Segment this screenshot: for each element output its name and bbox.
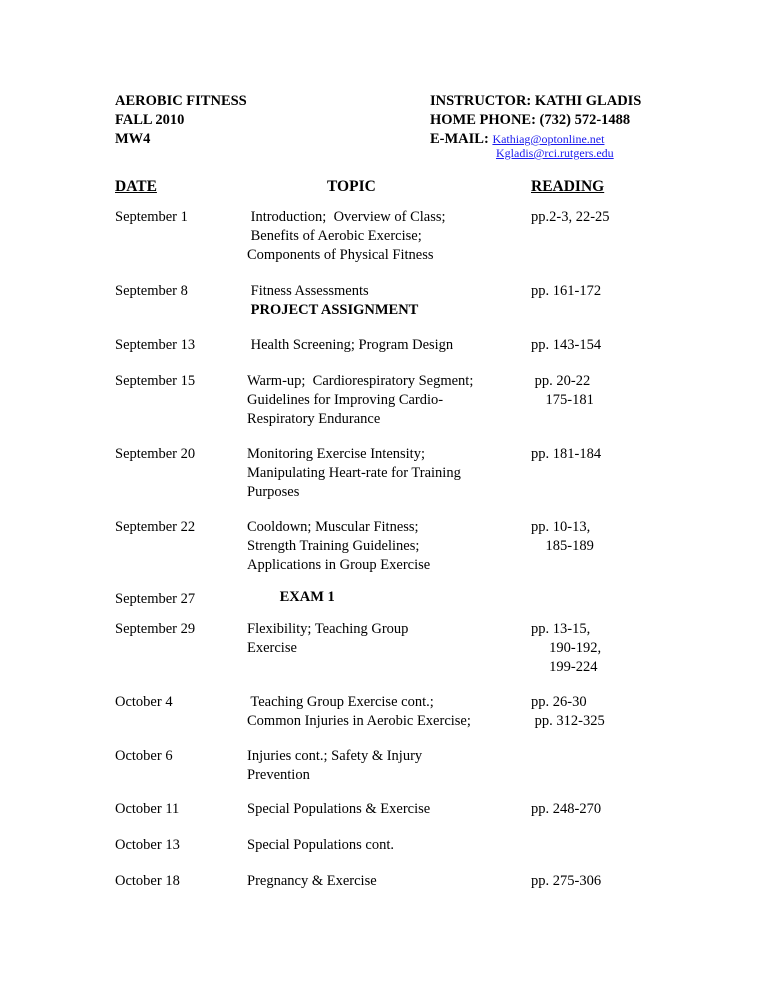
row-topic xyxy=(247,872,377,891)
reading-line: pp. 312-325 xyxy=(531,713,605,729)
topic-line: Special Populations cont. xyxy=(247,837,394,853)
row-reading xyxy=(531,872,601,891)
topic-line: Exercise xyxy=(247,640,297,656)
row-topic xyxy=(247,620,408,658)
course-term: FALL 2010 xyxy=(115,112,185,128)
row-reading xyxy=(531,282,601,301)
topic-line: Fitness Assessments xyxy=(247,283,369,299)
topic-line: Monitoring Exercise Intensity; xyxy=(247,446,425,462)
email-label: E-MAIL: xyxy=(430,131,489,147)
topic-line: Purposes xyxy=(247,484,300,500)
reading-line: 175-181 xyxy=(531,392,594,408)
email-link-2[interactable]: Kgladis@rci.rutgers.edu xyxy=(496,146,614,160)
home-phone: HOME PHONE: (732) 572-1488 xyxy=(430,112,631,128)
course-title: AEROBIC FITNESS xyxy=(115,93,247,109)
row-reading xyxy=(531,208,610,227)
row-date: September 1 xyxy=(115,209,188,225)
reading-line: pp.2-3, 22-25 xyxy=(531,209,610,225)
topic-line: Special Populations & Exercise xyxy=(247,801,431,817)
row-topic xyxy=(247,800,430,819)
topic-line: Warm-up; Cardiorespiratory Segment; xyxy=(247,373,474,389)
reading-line: pp. 13-15, xyxy=(531,621,591,637)
row-reading xyxy=(531,518,594,556)
reading-line: 185-189 xyxy=(531,538,594,554)
topic-line: Strength Training Guidelines; xyxy=(247,538,420,554)
topic-line: Benefits of Aerobic Exercise; xyxy=(247,228,422,244)
course-info xyxy=(115,92,247,149)
reading-line: pp. 248-270 xyxy=(531,801,602,817)
column-header-date: DATE xyxy=(115,178,157,195)
topic-line: Health Screening; Program Design xyxy=(247,337,454,353)
course-section: MW4 xyxy=(115,131,151,147)
email-link-1[interactable]: Kathiag@optonline.net xyxy=(492,132,605,146)
row-reading xyxy=(531,445,601,464)
row-reading xyxy=(531,693,605,731)
instructor-name: INSTRUCTOR: KATHI GLADIS xyxy=(430,93,642,109)
topic-line: Respiratory Endurance xyxy=(247,411,381,427)
reading-line: 199-224 xyxy=(531,659,598,675)
topic-line: Components of Physical Fitness xyxy=(247,247,434,263)
row-reading xyxy=(531,620,601,677)
row-date: September 20 xyxy=(115,446,196,462)
row-date: October 11 xyxy=(115,801,180,817)
topic-line: Injuries cont.; Safety & Injury xyxy=(247,748,423,764)
row-date: October 4 xyxy=(115,694,173,710)
row-date: September 15 xyxy=(115,373,196,389)
row-topic xyxy=(247,836,394,855)
reading-line: 190-192, xyxy=(531,640,602,656)
reading-line: pp. 143-154 xyxy=(531,337,602,353)
row-reading xyxy=(531,372,594,410)
row-date: October 18 xyxy=(115,873,180,889)
topic-line: PROJECT ASSIGNMENT xyxy=(247,302,419,318)
row-topic xyxy=(247,336,453,355)
row-topic xyxy=(247,518,430,575)
reading-line: pp. 10-13, xyxy=(531,519,591,535)
row-date: September 29 xyxy=(115,621,196,637)
topic-line: Cooldown; Muscular Fitness; xyxy=(247,519,419,535)
topic-line: Prevention xyxy=(247,767,310,783)
topic-line: Guidelines for Improving Cardio- xyxy=(247,392,444,408)
row-topic xyxy=(247,372,473,429)
topic-line: Pregnancy & Exercise xyxy=(247,873,377,889)
row-date: October 13 xyxy=(115,837,180,853)
row-topic xyxy=(247,693,471,731)
topic-line: Introduction; Overview of Class; xyxy=(247,209,446,225)
topic-line: Applications in Group Exercise xyxy=(247,557,431,573)
reading-line: pp. 181-184 xyxy=(531,446,602,462)
row-date: October 6 xyxy=(115,748,173,764)
row-date: September 27 xyxy=(115,591,196,607)
topic-line: Manipulating Heart-rate for Training xyxy=(247,465,461,481)
row-date: September 22 xyxy=(115,519,196,535)
instructor-info xyxy=(430,92,641,149)
column-header-reading: READING xyxy=(531,178,605,195)
row-topic xyxy=(247,747,422,785)
row-reading xyxy=(531,336,601,355)
row-topic xyxy=(247,282,418,320)
row-topic xyxy=(247,588,335,607)
row-date: September 8 xyxy=(115,283,188,299)
topic-line: EXAM 1 xyxy=(247,589,335,605)
topic-line: Flexibility; Teaching Group xyxy=(247,621,409,637)
row-reading xyxy=(531,800,601,819)
reading-line: pp. 26-30 xyxy=(531,694,587,710)
topic-line: Teaching Group Exercise cont.; xyxy=(247,694,434,710)
column-header-topic: TOPIC xyxy=(327,178,376,195)
row-topic xyxy=(247,445,461,502)
reading-line: pp. 20-22 xyxy=(531,373,591,389)
row-date: September 13 xyxy=(115,337,196,353)
row-topic xyxy=(247,208,446,265)
reading-line: pp. 161-172 xyxy=(531,283,602,299)
topic-line: Common Injuries in Aerobic Exercise; xyxy=(247,713,471,729)
reading-line: pp. 275-306 xyxy=(531,873,602,889)
